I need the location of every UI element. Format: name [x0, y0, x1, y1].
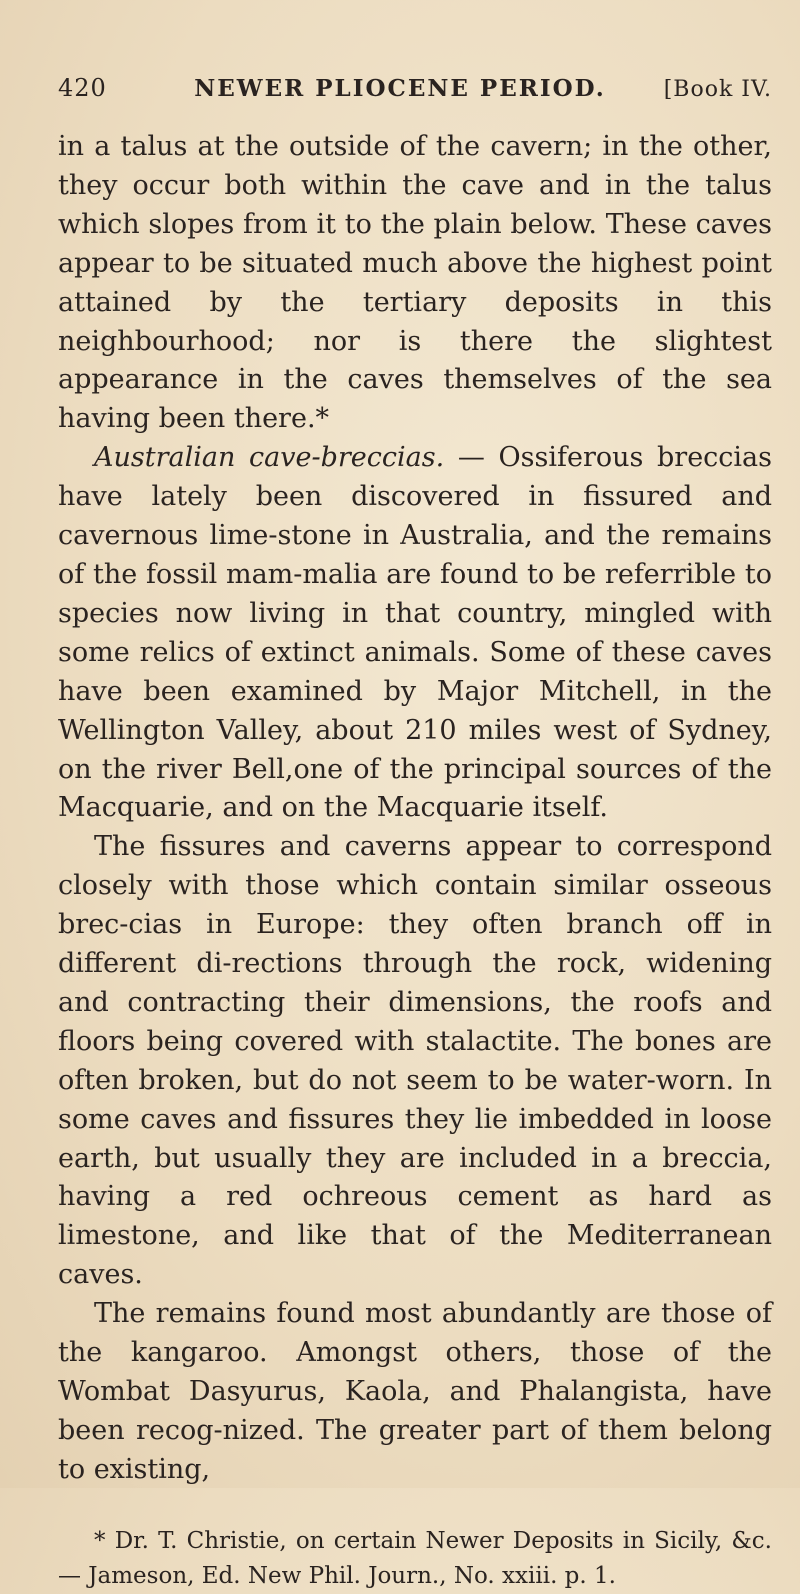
page-number: 420 [58, 74, 107, 102]
book-reference: [Book IV. [663, 77, 772, 102]
paragraph-1: in a talus at the outside of the cavern; in the other, they occur both within the cave and in the talus which slopes from it to the plain below. These caves appear to be situated much above the highest point attained by the tertiary deposits in this neighbourhood; nor is there the slightest appearance in the caves themselves of the sea having been there.* [58, 131, 772, 435]
paragraph-2 [58, 439, 772, 828]
footnote: * Dr. T. Christie, on certain Newer Deposits in Sicily, &c. — Jameson, Ed. New Phil. Journ., No. xxiii. p. 1. [58, 1527, 772, 1589]
running-title: NEWER PLIOCENE PERIOD. [194, 75, 606, 102]
section-heading-australian-cave-breccias: Australian cave-breccias. [94, 442, 445, 474]
page-header [58, 74, 772, 102]
book-page [58, 74, 772, 1594]
page-body [58, 128, 772, 1490]
paragraph-3: The fissures and caverns appear to correspond closely with those which contain similar osseous brec-cias in Europe: they often branch off in different di-rections through the rock, widening and contracting their dimensions, the roofs and floors being covered with stalactite. The bones are often broken, but do not seem to be water-worn. In some caves and fissures they lie imbedded in loose earth, but usually they are included in a breccia, having a red ochreous cement as hard as limestone, and like that of the Mediterranean caves. [58, 831, 772, 1291]
paragraph-4: The remains found most abundantly are those of the kangaroo. Amongst others, those of the Wombat Dasyurus, Kaola, and Phalangista, have been recog-nized. The greater part of them belong to existing, [58, 1298, 772, 1485]
paragraph-2-text: — Ossiferous breccias have lately been discovered in fissured and cavernous lime-stone in Australia, and the remains of the fossil mam-malia are found to be referrible to species now living in that country, mingled with some relics of extinct animals. Some of these caves have been examined by Major Mitchell, in the Wellington Valley, about 210 miles west of Sydney, on the river Bell,one of the principal sources of the Macquarie, and on the Macquarie itself. [58, 442, 773, 824]
